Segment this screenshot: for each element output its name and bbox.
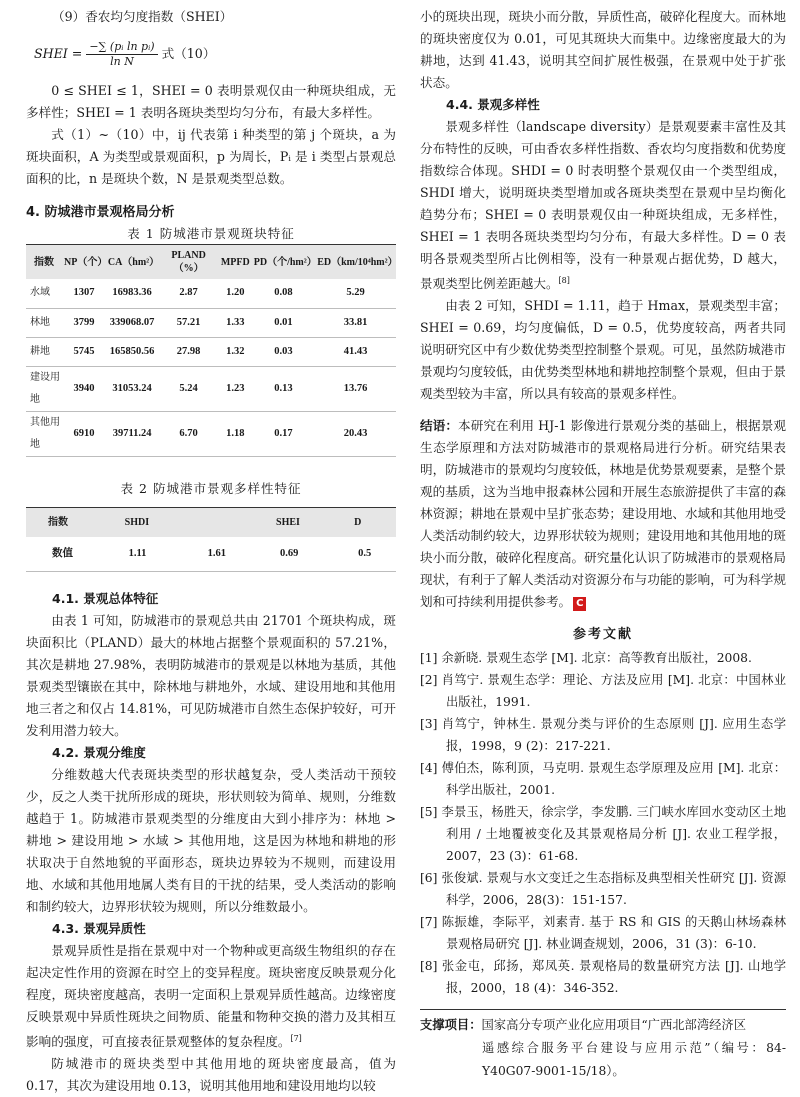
table-1 <box>26 244 396 457</box>
table-row <box>26 337 396 366</box>
table-row <box>26 411 396 456</box>
formula-lhs: SHEI = <box>34 46 83 61</box>
table-cell: 1.23 <box>219 366 252 411</box>
table-cell: 1.32 <box>219 337 252 366</box>
section-4-4-text-1-body: 景观多样性（landscape diversity）是景观要素丰富性及其分布特性的反映，可由香农多样性指数、香农均匀度指数和优势度指数综合体现。SHDI = 0 时表明整个景观仅由一个类型组成，SHDI 增大，说明斑块类型增加或各斑块类型在景观中呈均衡化趋势分布；SHEI = 0 表明景观仅由一种斑块组成，无多样性，SHEI = 1 表明各斑块类型均匀分布，有最大多样性。D = 0 表明各景观类型所占比例相等，没有一种景观占据优势，D 越大，景观类型比例差距越大。 <box>420 119 786 292</box>
section-4-2-title: 4.2. 景观分维度 <box>52 744 146 760</box>
table-2-header-cell <box>182 507 254 537</box>
section-4-title: 4. 防城港市景观格局分析 <box>26 205 175 220</box>
table-cell: 0.5 <box>332 537 396 571</box>
conclusion-text: 本研究在利用 HJ-1 影像进行景观分类的基础上，根据景观生态学原理和方法对防城港市的景观格局进行分析。研究结果表明，防城港市的景观均匀度较低，林地是优势景观要素，是整个景观的基质，这为当地申报森林公园和开展生态旅游提供了丰富的森林资源；耕地在景观中呈扩张态势；建设用地、水域和其他用地受人类活动制约较大，边界形状较为规则；建设用地和其他用地的斑块小而分散，破碎化程度高。研究量化认识了防城港市的景观格局现状，有利于了解人类活动对资源分布与功能的影响，可为科学规划和可持续利用提供参考。 <box>420 418 786 610</box>
conclusion-label: 结语： <box>420 418 459 434</box>
section-4-4-text-2: 由表 2 可知，SHDI = 1.11，趋于 Hmax，景观类型丰富；SHEI = 0.69，均匀度偏低，D = 0.5，优势度较高，两者共同说明研究区中有少数优势类型控制整个景观。可见，虽然防城港市景观均匀度较低，由优势类型林地和耕地控制整个景观，但由于景观类型较为丰富，所以具有较高的景观多样性。 <box>420 298 786 402</box>
table-2-row <box>26 537 396 571</box>
table-2-header-row <box>26 507 396 537</box>
left-column <box>26 6 396 1097</box>
table-cell: 16983.36 <box>106 279 159 308</box>
table-cell: 6.70 <box>158 411 219 456</box>
funding-text-2: 遥感综合服务平台建设与应用示范”（编号：84-Y40G07-9001-15/18）。 <box>482 1041 786 1079</box>
formula-numerator: −∑ (pᵢ ln pᵢ) <box>86 40 157 55</box>
table-row-label: 其他用地 <box>26 411 62 456</box>
funding-label: 支撑项目： <box>420 1018 482 1033</box>
funding-note <box>420 1010 786 1083</box>
table-cell: 1.20 <box>219 279 252 308</box>
table-cell: 0.03 <box>252 337 315 366</box>
references-title: 参考文献 <box>572 627 633 643</box>
table-cell: 57.21 <box>158 308 219 337</box>
table-cell: 0.01 <box>252 308 315 337</box>
reference-item: [7] 陈振雄，李际平，刘素青. 基于 RS 和 GIS 的天鹅山林场森林景观格局研究 [J]. 林业调查规划，2006，31 (3)：6-10. <box>420 915 786 952</box>
table-cell: 0.69 <box>254 537 332 571</box>
table-cell: 6910 <box>62 411 106 456</box>
table-cell: 0.08 <box>252 279 315 308</box>
section-4-3-text-1 <box>26 940 396 1053</box>
reference-item: [8] 张金屯，邱扬，郑凤英. 景观格局的数量研究方法 [J]. 山地学报，2000，18 (4)：346-352. <box>420 959 786 996</box>
table-2-header-cell: D <box>332 507 396 537</box>
table-cell: 41.43 <box>315 337 396 366</box>
section-4-1-text: 由表 1 可知，防城港市的景观总共由 21701 个斑块构成，斑块面积比（PLAND）最大的林地占据整个景观面积的 57.21%，其次是耕地 27.98%，表明防城港市的景观是以林地为基质，其他景观类型镶嵌在其中，除林地与耕地外，水域、建设用地和其他用地三者之和仅占 14.81%，可见防城港市自然生态保护较好，可开发利用潜力较大。 <box>26 612 396 738</box>
table-2-caption: 表 2 防城港市景观多样性特征 <box>120 480 302 496</box>
right-column <box>420 6 786 1083</box>
table-cell: 1.61 <box>182 537 254 571</box>
table-cell: 33.81 <box>315 308 396 337</box>
formula-fraction <box>86 40 157 69</box>
table-row-label: 建设用地 <box>26 366 62 411</box>
table-1-header-cell: ED（km/10⁴hm²） <box>315 245 396 280</box>
reference-item: [1] 余新晓. 景观生态学 [M]. 北京：高等教育出版社，2008. <box>420 651 752 666</box>
table-cell: 39711.24 <box>106 411 159 456</box>
citation-8: [8] <box>558 276 570 285</box>
section-4-1-title: 4.1. 景观总体特征 <box>52 590 159 606</box>
table-1-header-cell: NP（个） <box>62 245 106 280</box>
reference-item: [3] 肖笃宁，钟林生. 景观分类与评价的生态原则 [J]. 应用生态学报，1998，9 (2)：217-221. <box>420 717 786 754</box>
citation-7: [7] <box>290 1033 302 1043</box>
table-cell: 31053.24 <box>106 366 159 411</box>
continued-text: 小的斑块出现，斑块小而分散，异质性高，破碎化程度大。而林地的斑块密度仅为 0.01，可见其斑块大而集中。边缘密度最大的为耕地，达到 41.43，说明其空间扩展性极强，在景观中处于扩张状态。 <box>420 9 786 90</box>
table-cell: 1.33 <box>219 308 252 337</box>
table-row <box>26 279 396 308</box>
funding-text-1: 国家高分专项产业化应用项目“广西北部湾经济区 <box>481 1018 747 1033</box>
table-cell: 5745 <box>62 337 106 366</box>
section-4-2-text: 分维数越大代表斑块类型的形状越复杂，受人类活动干预较少，反之人类干扰所形成的斑块，形状则较为简单、规则，分维数越趋于 1。防城港市景观类型的分维度由大到小排序为：林地 > 耕地 > 建设用地 > 水域 > 其他用地，这是因为林地和耕地的形状取决于自然地貌的平面形态，斑块边界较为不规则，而建设用地、水域和其他用地属人类有目的干扰的结果，受人类活动的影响和制约较大，边界形状较为规则，所以分维数最小。 <box>26 766 396 914</box>
table-cell: 5.24 <box>158 366 219 411</box>
reference-item: [4] 傅伯杰，陈利顶，马克明. 景观生态学原理及应用 [M]. 北京：科学出版社，2001. <box>420 761 786 798</box>
table-cell: 27.98 <box>158 337 219 366</box>
table-cell: 1.18 <box>219 411 252 456</box>
table-cell: 1307 <box>62 279 106 308</box>
table-row-label: 林地 <box>26 308 62 337</box>
references-list <box>420 647 786 999</box>
table-2-header-cell: SHDI <box>103 507 182 537</box>
table-cell: 20.43 <box>315 411 396 456</box>
table-row <box>26 366 396 411</box>
section-4-3-text-1-body: 景观异质性是指在景观中对一个物种或更高级生物组织的存在起决定性作用的资源在时空上的变异程度。斑块密度反映景观分化程度，斑块密度越高，表明一定面积上景观异质性越高。边缘密度反映景观中异质性斑块之间物质、能量和物种交换的潜力及其相互影响的强度，可直接表征景观整体的复杂程度。 <box>26 942 396 1049</box>
formula-tag: 式（10） <box>161 46 216 61</box>
conclusion <box>420 415 786 613</box>
section-4-4-title: 4.4. 景观多样性 <box>446 97 540 112</box>
table-1-header-cell: PD（个/hm²） <box>252 245 315 280</box>
table-cell: 339068.07 <box>106 308 159 337</box>
table-1-caption: 表 1 防城港市景观斑块特征 <box>127 226 295 241</box>
table-1-header-cell: 指数 <box>26 245 62 280</box>
reference-item: [5] 李景玉，杨胜天，徐宗学，李发鹏. 三门峡水库回水变动区土地利用 / 土地覆被变化及其景观格局分析 [J]. 农业工程学报，2007，23 (3)：61-68. <box>420 805 786 864</box>
end-mark-icon: C <box>573 597 586 611</box>
table-2 <box>26 507 396 572</box>
table-cell: 165850.56 <box>106 337 159 366</box>
table-1-body <box>26 279 396 456</box>
table-1-header-cell: MPFD <box>219 245 252 280</box>
table-cell: 0.13 <box>252 366 315 411</box>
section-4-3-text-2: 防城港市的斑块类型中其他用地的斑块密度最高，值为 0.17，其次为建设用地 0.13，说明其他用地和建设用地均以较 <box>26 1055 396 1093</box>
table-cell: 2.87 <box>158 279 219 308</box>
table-2-header-cell: 指数 <box>26 507 103 537</box>
table-cell: 0.17 <box>252 411 315 456</box>
table-2-header-cell: SHEI <box>254 507 332 537</box>
table-row-label: 数值 <box>26 537 103 571</box>
table-row-label: 耕地 <box>26 337 62 366</box>
table-row-label: 水域 <box>26 279 62 308</box>
formula-denominator: ln N <box>110 54 134 68</box>
section-9-title: （9）香农均匀度指数（SHEI） <box>52 9 233 24</box>
table-cell: 3940 <box>62 366 106 411</box>
table-row <box>26 308 396 337</box>
reference-item: [2] 肖笃宁. 景观生态学：理论、方法及应用 [M]. 北京：中国林业出版社，1991. <box>420 673 786 710</box>
table-1-header-cell: CA（hm²） <box>106 245 159 280</box>
table-cell: 3799 <box>62 308 106 337</box>
section-9-text-2: 式（1）~（10）中，ij 代表第 i 种类型的第 j 个斑块，a 为斑块面积，A 为类型或景观面积，p 为周长，Pᵢ 是 i 类型占景观总面积的比，n 是斑块个数，N 是景观类型总数。 <box>26 127 396 186</box>
table-cell: 13.76 <box>315 366 396 411</box>
table-1-header-cell: PLAND（%） <box>158 245 219 280</box>
table-cell: 5.29 <box>315 279 396 308</box>
table-1-header-row <box>26 245 396 280</box>
section-9-text-1: 0 ≤ SHEI ≤ 1，SHEI = 0 表明景观仅由一种斑块组成，无多样性；SHEI = 1 表明各斑块类型均匀分布，有最大多样性。 <box>26 83 396 120</box>
section-4-3-title: 4.3. 景观异质性 <box>52 920 146 936</box>
table-cell: 1.11 <box>103 537 182 571</box>
shei-formula <box>26 28 396 80</box>
section-4-4-text-1 <box>420 116 786 295</box>
reference-item: [6] 张俊斌. 景观与水文变迁之生态指标及典型相关性研究 [J]. 资源科学，2006，28(3)：151-157. <box>420 871 786 908</box>
